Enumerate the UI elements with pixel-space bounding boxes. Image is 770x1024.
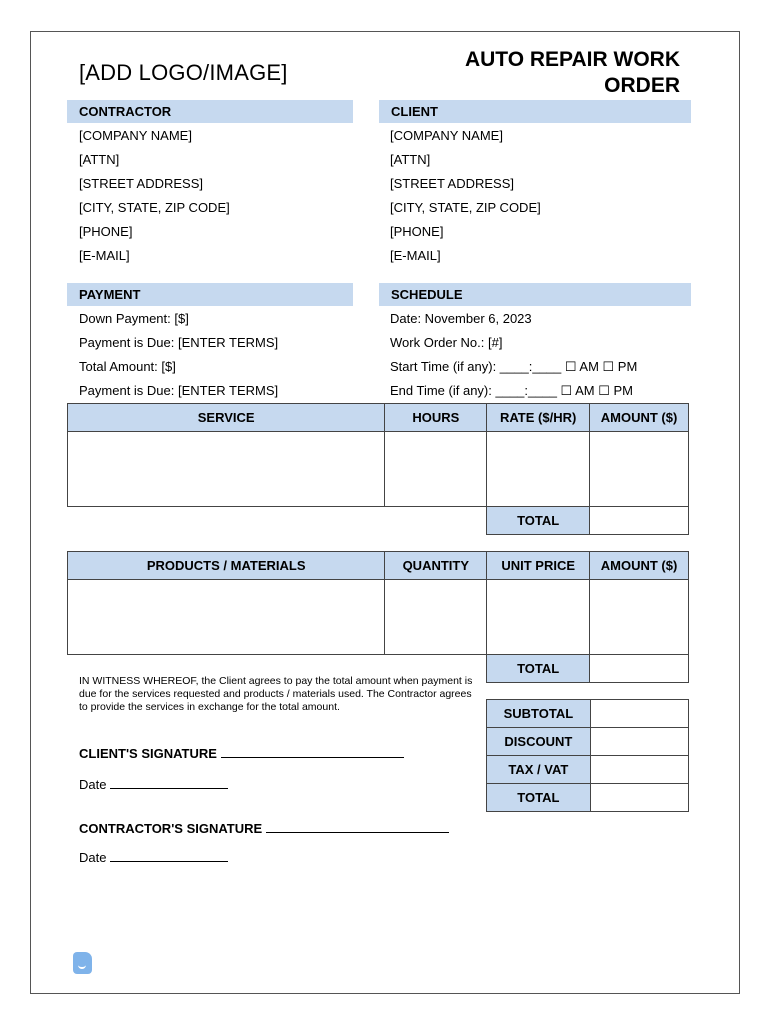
payment-due-field-2[interactable]: Payment is Due: [ENTER TERMS]	[79, 383, 279, 398]
contractor-signature-line[interactable]	[266, 821, 449, 833]
grand-total-row	[487, 784, 689, 812]
services-table	[67, 403, 689, 535]
grand-total-value[interactable]	[590, 784, 688, 812]
quantity-cell[interactable]	[385, 580, 487, 655]
start-time-field[interactable]: Start Time (if any): ____:____ ☐ AM ☐ PM	[390, 359, 638, 374]
title-line-2: ORDER	[604, 74, 680, 97]
service-cell[interactable]	[68, 432, 385, 507]
contractor-phone-field[interactable]: [PHONE]	[79, 224, 133, 239]
contractor-date-line[interactable]	[110, 850, 228, 862]
products-amount-column-header: AMOUNT ($)	[590, 552, 689, 580]
unit-price-cell[interactable]	[487, 580, 590, 655]
discount-value[interactable]	[590, 728, 688, 756]
summary-table	[486, 699, 689, 812]
client-company-field[interactable]: [COMPANY NAME]	[390, 128, 503, 143]
client-heading: CLIENT	[379, 100, 691, 123]
amount-column-header: AMOUNT ($)	[590, 404, 689, 432]
client-date-line[interactable]	[110, 777, 228, 789]
contractor-signature-block	[79, 821, 449, 836]
client-signature-label: CLIENT'S SIGNATURE	[79, 746, 217, 761]
client-email-field[interactable]: [E-MAIL]	[390, 248, 441, 263]
client-date-block	[79, 777, 228, 792]
unit-price-column-header: UNIT PRICE	[487, 552, 590, 580]
contractor-street-field[interactable]: [STREET ADDRESS]	[79, 176, 204, 191]
contractor-heading: CONTRACTOR	[67, 100, 353, 123]
client-date-label: Date	[79, 777, 107, 792]
services-entry-row	[68, 432, 689, 507]
contractor-date-block	[79, 850, 228, 865]
products-table	[67, 551, 689, 683]
hours-column-header: HOURS	[385, 404, 487, 432]
tax-value[interactable]	[590, 756, 688, 784]
total-amount-field[interactable]: Total Amount: [$]	[79, 359, 176, 374]
brand-smile-icon	[73, 952, 92, 974]
down-payment-field[interactable]: Down Payment: [$]	[79, 311, 189, 326]
witness-statement: IN WITNESS WHEREOF, the Client agrees to pay the total amount when payment is due for the services requested and products / materials used. The Contractor agrees to provide the services in exchange for the total amount.	[79, 675, 473, 713]
client-city-field[interactable]: [CITY, STATE, ZIP CODE]	[390, 200, 541, 215]
document-title	[380, 47, 680, 99]
product-cell[interactable]	[68, 580, 385, 655]
client-attn-field[interactable]: [ATTN]	[390, 152, 431, 167]
title-line-1: AUTO REPAIR WORK	[464, 48, 680, 71]
services-header-row	[68, 404, 689, 432]
products-total-label: TOTAL	[487, 655, 590, 683]
services-total-row	[68, 507, 689, 535]
end-time-field[interactable]: End Time (if any): ____:____ ☐ AM ☐ PM	[390, 383, 633, 398]
tax-label: TAX / VAT	[487, 756, 591, 784]
products-entry-row	[68, 580, 689, 655]
products-total-value[interactable]	[590, 655, 689, 683]
services-total-label: TOTAL	[487, 507, 590, 535]
payment-due-field[interactable]: Payment is Due: [ENTER TERMS]	[79, 335, 279, 350]
service-amount-cell[interactable]	[590, 432, 689, 507]
contractor-city-field[interactable]: [CITY, STATE, ZIP CODE]	[79, 200, 230, 215]
schedule-heading: SCHEDULE	[379, 283, 691, 306]
discount-row	[487, 728, 689, 756]
services-total-spacer-2	[385, 507, 487, 535]
grand-total-label: TOTAL	[487, 784, 591, 812]
client-signature-line[interactable]	[221, 746, 404, 758]
contractor-signature-label: CONTRACTOR'S SIGNATURE	[79, 821, 263, 836]
schedule-date-field[interactable]: Date: November 6, 2023	[390, 311, 532, 326]
rate-cell[interactable]	[487, 432, 590, 507]
client-street-field[interactable]: [STREET ADDRESS]	[390, 176, 515, 191]
contractor-attn-field[interactable]: [ATTN]	[79, 152, 120, 167]
subtotal-row	[487, 700, 689, 728]
client-signature-block	[79, 746, 404, 761]
contractor-company-field[interactable]: [COMPANY NAME]	[79, 128, 192, 143]
product-amount-cell[interactable]	[590, 580, 689, 655]
logo-placeholder[interactable]: [ADD LOGO/IMAGE]	[79, 60, 288, 85]
subtotal-value[interactable]	[590, 700, 688, 728]
products-header-row	[68, 552, 689, 580]
contractor-date-label: Date	[79, 850, 107, 865]
tax-row	[487, 756, 689, 784]
discount-label: DISCOUNT	[487, 728, 591, 756]
hours-cell[interactable]	[385, 432, 487, 507]
work-order-number-field[interactable]: Work Order No.: [#]	[390, 335, 503, 350]
client-phone-field[interactable]: [PHONE]	[390, 224, 444, 239]
services-total-spacer	[68, 507, 385, 535]
rate-column-header: RATE ($/HR)	[487, 404, 590, 432]
services-total-value[interactable]	[590, 507, 689, 535]
payment-heading: PAYMENT	[67, 283, 353, 306]
service-column-header: SERVICE	[68, 404, 385, 432]
contractor-email-field[interactable]: [E-MAIL]	[79, 248, 130, 263]
quantity-column-header: QUANTITY	[385, 552, 487, 580]
subtotal-label: SUBTOTAL	[487, 700, 591, 728]
products-column-header: PRODUCTS / MATERIALS	[68, 552, 385, 580]
